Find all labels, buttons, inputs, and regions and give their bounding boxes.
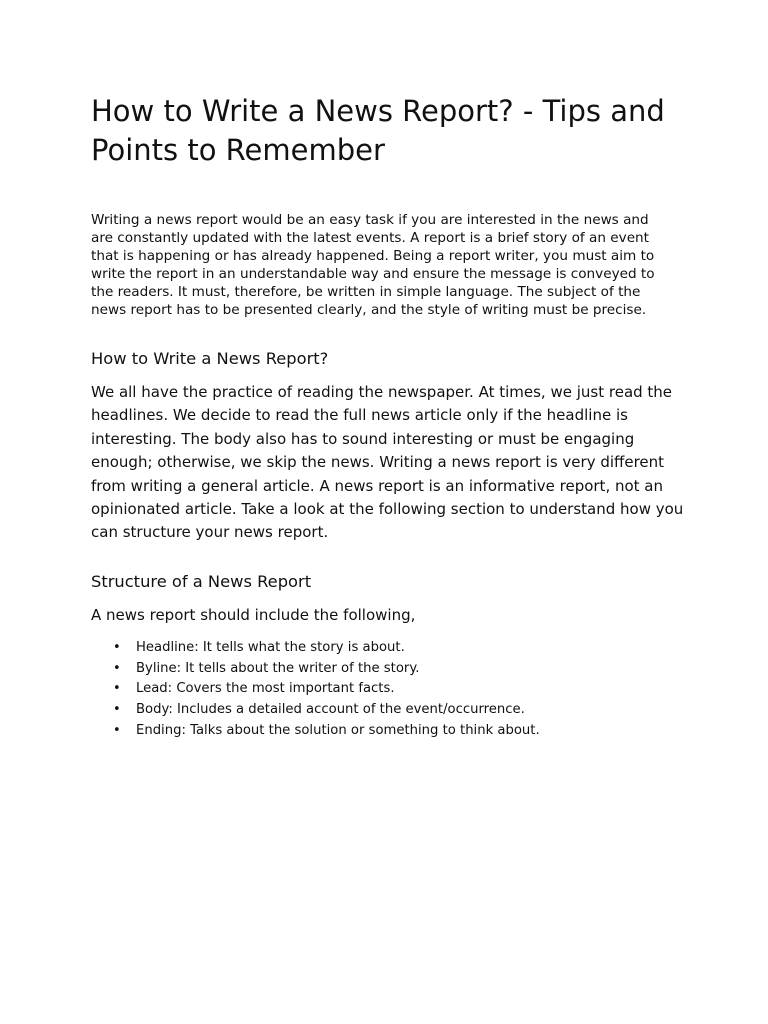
section-heading-structure: Structure of a News Report — [91, 571, 312, 591]
bullet-icon: • — [113, 702, 121, 718]
document-page — [91, 92, 691, 742]
intro-paragraph: Writing a news report would be an easy task if you are interested in the news and are constantly updated with the latest events. A report is a brief story of an event that is happening or has already happened. Being a report writer, you must aim to write the report in an understandable way and ensure the message is conveyed to the readers. It must, therefore, be written in simple language. The subject of the news report has to be presented clearly, and the style of writing must be precise. — [91, 212, 655, 318]
section-paragraph-how-to-write: We all have the practice of reading the newspaper. At times, we just read the headlines. We decide to read the full news article only if the headline is interesting. The body also has to sound interesting or must be engaging enough; otherwise, we skip the news. Writing a news report is very different from writing a general article. A news report is an informative report, not an opinionated article. Take a look at the following section to understand how you can structure your news report. — [91, 383, 684, 542]
list-item — [91, 721, 691, 742]
list-item-text: Lead: Covers the most important facts. — [136, 681, 395, 697]
list-item-text: Byline: It tells about the writer of the story. — [136, 660, 420, 676]
bullet-icon: • — [113, 639, 121, 655]
section-paragraph-structure: A news report should include the following, — [91, 605, 416, 624]
list-item-text: Ending: Talks about the solution or something to think about. — [136, 723, 540, 739]
list-item — [91, 638, 691, 659]
page-title: How to Write a News Report? - Tips and Points to Remember — [91, 94, 665, 167]
bullet-icon: • — [113, 660, 121, 676]
bullet-icon: • — [113, 723, 121, 739]
list-item — [91, 659, 691, 680]
list-item — [91, 700, 691, 721]
list-item-text: Body: Includes a detailed account of the event/occurrence. — [136, 702, 525, 718]
section-heading-how-to-write: How to Write a News Report? — [91, 349, 329, 368]
list-item-text: Headline: It tells what the story is about. — [136, 639, 405, 655]
list-item — [91, 679, 691, 700]
bullet-icon: • — [113, 681, 121, 697]
structure-list — [91, 638, 691, 742]
